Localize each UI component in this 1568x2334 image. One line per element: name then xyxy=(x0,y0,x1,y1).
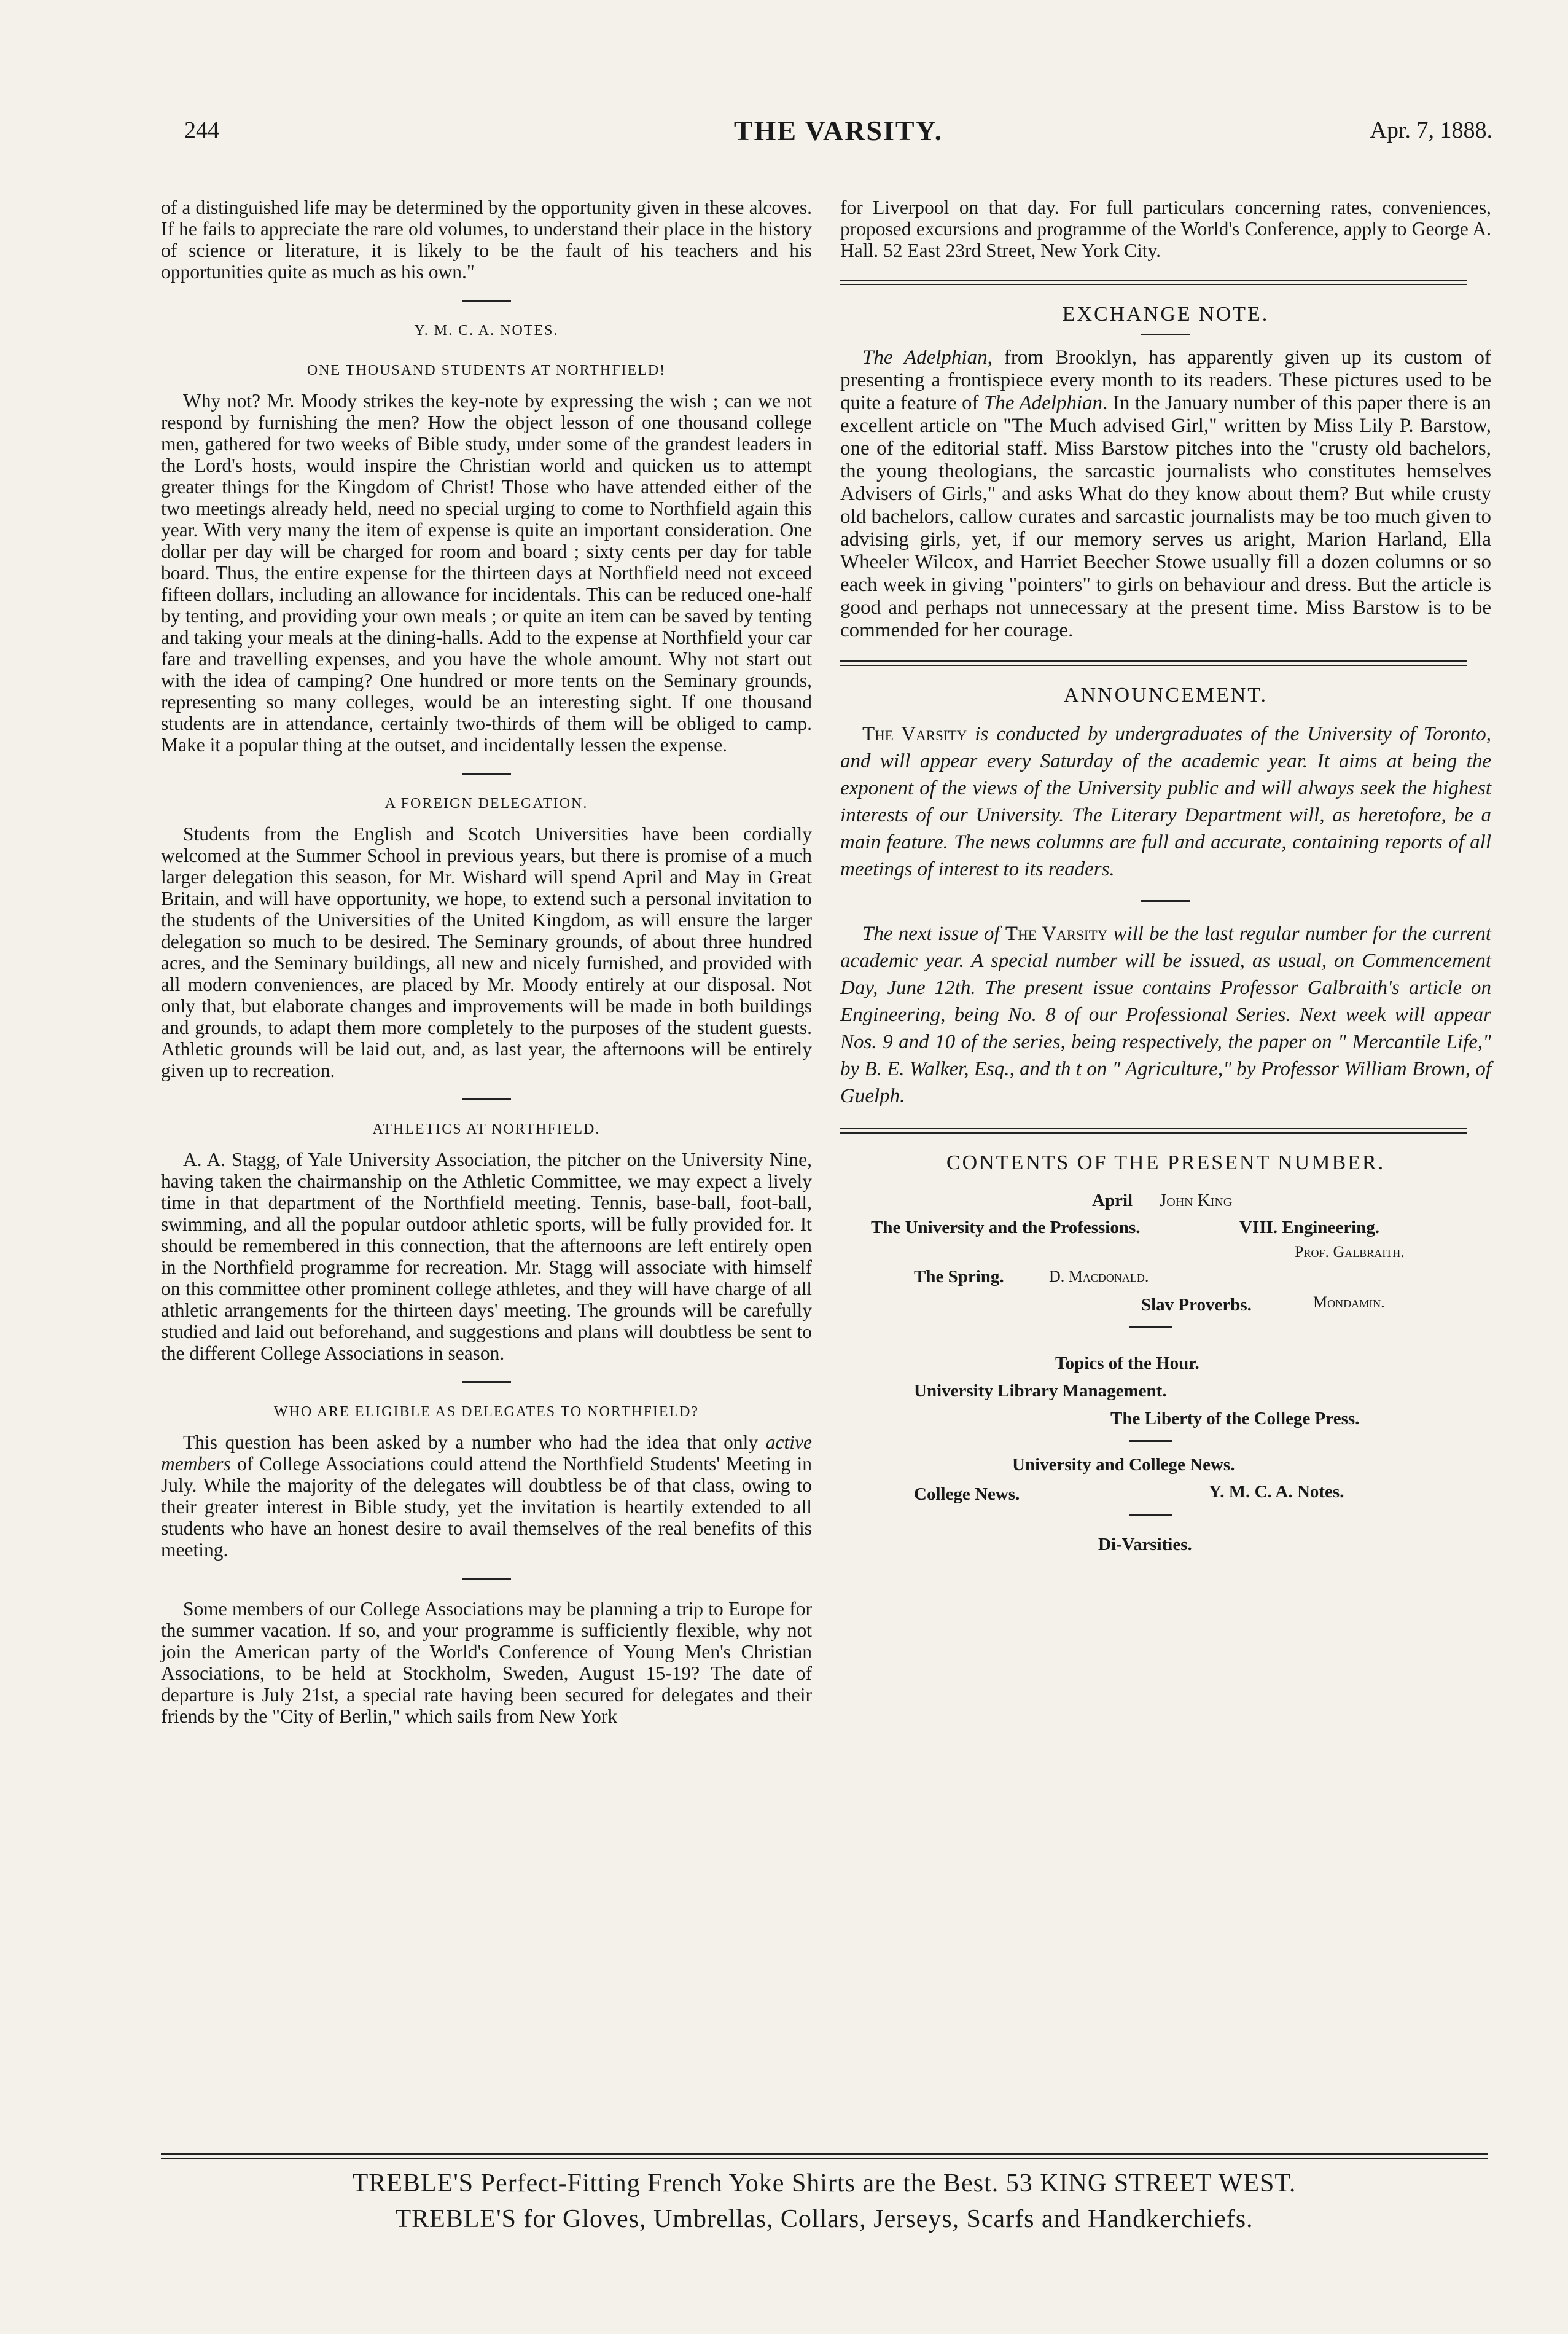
contents-macdonald: D. Macdonald. xyxy=(1049,1267,1149,1285)
contents-divider xyxy=(1129,1514,1172,1516)
intro-paragraph: of a distinguished life may be determined by the opportunity given in these alcoves. If he fails to appreciate the rare old volumes, to understand their place in the history of science or literature, it is likely to be the fault of his teachers and his opportunities quite as much as his own." xyxy=(161,197,812,283)
section-divider xyxy=(1141,334,1190,335)
masthead-title: THE VARSITY. xyxy=(733,115,943,146)
right-column xyxy=(840,197,1491,1618)
contents-college-news-heading: University and College News. xyxy=(1012,1455,1235,1474)
issue-date: Apr. 7, 1888. xyxy=(1370,117,1492,143)
eligible-delegates-heading: WHO ARE ELIGIBLE AS DELEGATES TO NORTHFIELD? xyxy=(273,1404,700,1420)
athletics-paragraph: A. A. Stagg, of Yale University Association, the pitcher on the University Nine, having taken the chairmanship on the Athletic Committee, we may expect a lively time in that department of the Northfield meeting. Tennis, base-ball, foot-ball, swimming, and all the popular outdoor athletic sports, will be fully provided for. It should be remembered in this connection, that the afternoons are left entirely open in the Northfield programme for recreation. Mr. Stagg will associate with himself on this committee other prominent college athletes, and they will have charge of all athletic arrangements for the thirteen days' meeting. The grounds will be carefully studied and laid out beforehand, and suggestions and plans will doubtless be sent to the different College Associations in season. xyxy=(161,1149,812,1364)
continued-paragraph: for Liverpool on that day. For full particulars concerning rates, conveniences, proposed excursions and programme of the World's Conference, apply to George A. Hall. 52 East 23rd Street, New York City. xyxy=(840,197,1491,261)
eligible-delegates-paragraph: This question has been asked by a number who had the idea that only active members of College Associations could attend the Northfield Students' Meeting in July. While the majority of the delegates will doubtless be of that class, owing to their greater interest in Bible study, yet the invitation is heartily extended to all students who have an honest desire to avail themselves of the real benefits of this meeting. xyxy=(161,1431,812,1561)
section-divider xyxy=(462,300,511,302)
contents-mondamin: Mondamin. xyxy=(1313,1293,1385,1311)
contents-spring: The Spring. xyxy=(914,1267,1004,1286)
footer-rule xyxy=(161,2153,1488,2159)
contents-list xyxy=(840,1188,1491,1618)
contents-heading: CONTENTS OF THE PRESENT NUMBER. xyxy=(946,1151,1386,1174)
section-divider xyxy=(462,1578,511,1580)
foreign-delegation-paragraph: Students from the English and Scotch Universities have been cordially welcomed at the Summer School in previous years, but there is promise of a much larger delegation this season, for Mr. Wishard will spend April and May in Great Britain, and will have opportunity, we hope, to extend such a personal invitation to the students of the Universities of the United Kingdom, as will ensure the larger delegation so much to be desired. The Seminary grounds, of about three hundred acres, and the Seminary buildings, all new and nicely furnished, and provided with all modern conveniences, are placed by Mr. Moody entirely at our disposal. Not only that, but elaborate changes and improvements will be made in both buildings and grounds, to adapt them more completely to the purposes of the student guests. Athletic grounds will be laid out, and, as last year, the afternoons will be entirely given up to recreation. xyxy=(161,823,812,1081)
northfield-paragraph: Why not? Mr. Moody strikes the key-note by expressing the wish ; can we not respond by furnishing the men? How the object lesson of one thousand college men, gathered for two weeks of Bible study, under some of the grandest leaders in the Lord's hosts, would inspire the Christian world and quicken us to attempt greater things for the Kingdom of Christ! Those who have attended either of the two meetings already held, need no special urging to come to Northfield again this year. With very many the item of expense is quite an important consideration. One dollar per day will be charged for room and board ; sixty cents per day for table board. Thus, the entire expense for the thirteen days at Northfield need not exceed fifteen dollars, including an allowance for incidentals. This can be reduced one-half by tenting, and providing your own meals ; or quite an item can be saved by tenting and taking your meals at the dining-halls. Add to the expense at Northfield your car fare and travelling expenses, and you have the whole amount. Why not start out with the idea of camping? One hundred or more tents on the Seminary grounds, representing so many colleges, would be an interesting sight. If one thousand students are in attendance, certainly two-thirds of them will be obliged to camp. Make it a popular thing at the outset, and incidentally lessen the expense. xyxy=(161,390,812,756)
exchange-note-paragraph: The Adelphian, from Brooklyn, has apparently given up its custom of presenting a frontispiece every month to its readers. These pictures used to be quite a feature of The Adelphian. In the January number of this paper there is an excellent article on "The Much advised Girl," written by Miss Lily P. Barstow, one of the editorial staff. Miss Barstow pitches into the "crusty old bachelors, the young theologians, the sarcastic journalists who constitutes hemselves Advisers of Girls," and asks What do they know about them? But while crusty old bachelors, callow curates and sarcastic journalists may be too much given to advising girls, yet, if our memory serves us aright, Marion Harland, Ella Wheeler Wilcox, and Harriet Beecher Stowe usually fill a dozen columns or so each week in giving "pointers" to girls on behaviour and dress. But the article is good and perhaps not unnecessary at the present time. Miss Barstow is to be commended for her courage. xyxy=(840,347,1491,641)
announcement-heading: ANNOUNCEMENT. xyxy=(1063,684,1268,707)
advertisement-line-2: TREBLE'S for Gloves, Umbrellas, Collars, Jerseys, Scarfs and Handkerchiefs. xyxy=(395,2205,1254,2233)
contents-ymca-notes: Y. M. C. A. Notes. xyxy=(1209,1482,1344,1502)
double-rule xyxy=(840,1128,1467,1134)
page-header xyxy=(184,117,1492,160)
section-divider xyxy=(462,1098,511,1100)
contents-univ-professions: The University and the Professions. xyxy=(871,1218,1141,1237)
double-rule xyxy=(840,660,1467,666)
section-divider xyxy=(1141,900,1190,902)
next-issue-paragraph: The next issue of The Varsity will be the last regular number for the current academic year. A special number will be issued, as usual, on Commencement Day, June 12th. The present issue contains Professor Galbraith's article on Engineering, being No. 8 of our Professional Series. Next week will appear Nos. 9 and 10 of the series, being respectively, the paper on " Mercantile Life," by B. E. Walker, Esq., and th t on " Agriculture," by Professor William Brown, of Guelph. xyxy=(840,923,1491,1107)
ymca-notes-heading: Y. M. C. A. NOTES. xyxy=(414,323,559,339)
contents-college-news: College News. xyxy=(914,1484,1020,1504)
contents-slav-proverbs: Slav Proverbs. xyxy=(1141,1295,1252,1315)
contents-april: April xyxy=(1092,1191,1133,1210)
foreign-delegation-heading: A FOREIGN DELEGATION. xyxy=(384,796,588,812)
contents-liberty: The Liberty of the College Press. xyxy=(1110,1409,1360,1428)
contents-divider xyxy=(1129,1440,1172,1442)
contents-galbraith: Prof. Galbraith. xyxy=(1295,1243,1405,1261)
section-divider xyxy=(462,1381,511,1383)
exchange-note-heading: EXCHANGE NOTE. xyxy=(1062,303,1270,326)
section-divider xyxy=(462,773,511,775)
announcement-paragraph: The Varsity is conducted by undergraduates of the University of Toronto, and will appear every Saturday of the academic year. It aims at being the exponent of the views of the University public and will always seek the highest interests of our University. The Literary Department will, as heretofore, be a main feature. The news columns are full and accurate, containing reports of all meetings of interest to its readers. xyxy=(840,723,1491,880)
contents-april-author: John King xyxy=(1160,1191,1233,1210)
advertisement-line-1: TREBLE'S Perfect-Fitting French Yoke Shirts are the Best. 53 KING STREET WEST. xyxy=(352,2169,1297,2198)
northfield-heading: ONE THOUSAND STUDENTS AT NORTHFIELD! xyxy=(306,362,666,378)
contents-divider xyxy=(1129,1326,1172,1328)
left-column xyxy=(161,197,812,1727)
contents-di-varsities: Di-Varsities. xyxy=(1098,1535,1192,1554)
contents-library: University Library Management. xyxy=(914,1381,1167,1401)
page-number: 244 xyxy=(184,117,219,143)
double-rule xyxy=(840,280,1467,285)
europe-trip-paragraph: Some members of our College Associations may be planning a trip to Europe for the summer vacation. If so, and your programme is sufficiently flexible, why not join the American party of the World's Conference of Young Men's Christian Associations, to be held at Stockholm, Sweden, August 15-19? The date of departure is July 21st, a special rate having been secured for delegates and their friends by the "City of Berlin," which sails from New York xyxy=(161,1598,812,1727)
contents-topics: Topics of the Hour. xyxy=(1055,1353,1199,1373)
contents-engineering: VIII. Engineering. xyxy=(1239,1218,1380,1237)
athletics-heading: ATHLETICS AT NORTHFIELD. xyxy=(372,1121,601,1137)
